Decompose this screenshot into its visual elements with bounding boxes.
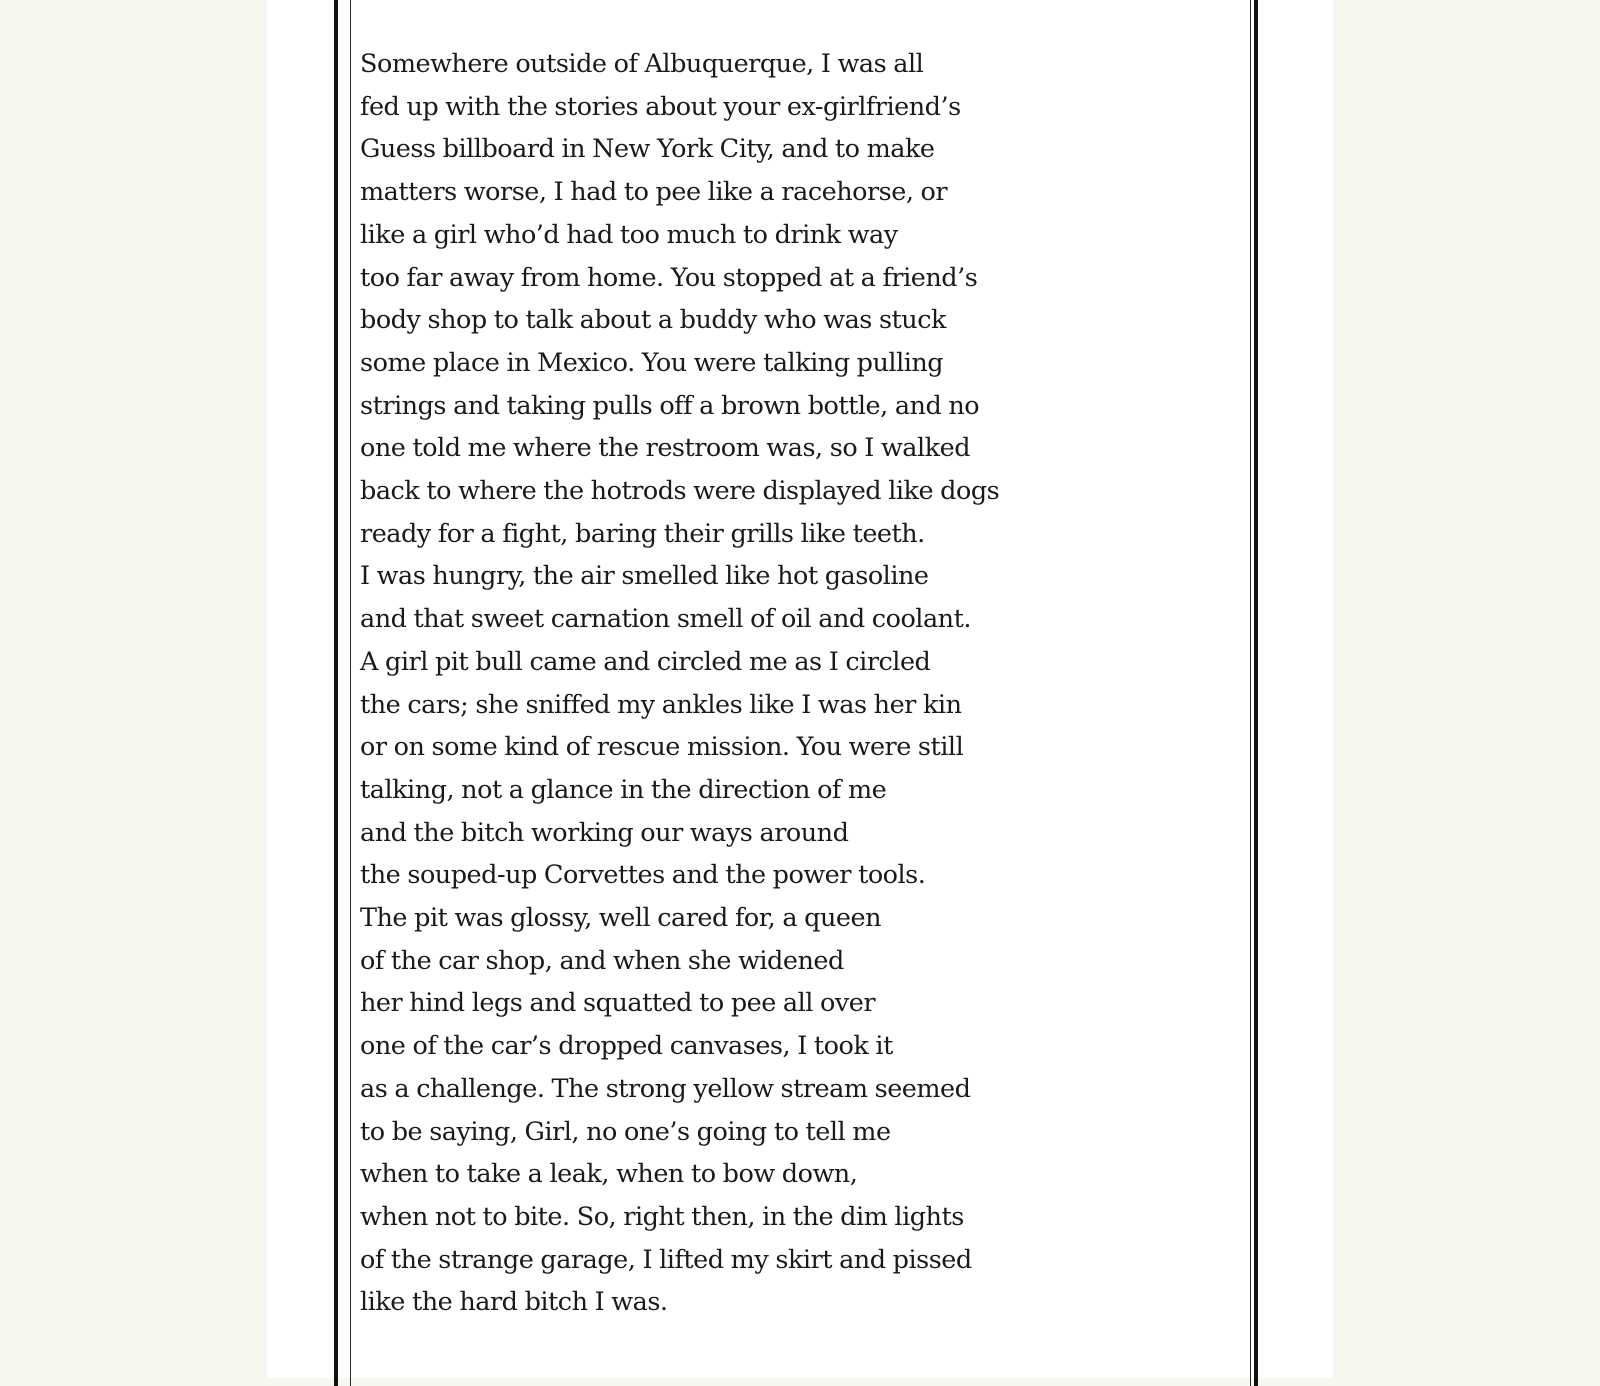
poem-line: and that sweet carnation smell of oil and coolant. — [360, 604, 971, 635]
poem-line: her hind legs and squatted to pee all over — [360, 988, 876, 1019]
poem-line: talking, not a glance in the direction of me — [360, 774, 887, 805]
poem-line: of the car shop, and when she widened — [360, 945, 844, 976]
poem-line: when not to bite. So, right then, in the dim lights — [360, 1201, 964, 1232]
poem-line: Somewhere outside of Albuquerque, I was all — [360, 49, 924, 79]
poem-line: The pit was glossy, well cared for, a queen — [360, 903, 881, 934]
poem-line: like a girl who’d had too much to drink way — [360, 219, 898, 250]
poem-line: one of the car’s dropped canvases, I took it — [360, 1031, 893, 1062]
poem-line: back to where the hotrods were displayed like dogs — [360, 476, 1000, 507]
poem-line: matters worse, I had to pee like a racehorse, or — [360, 177, 948, 208]
poem-line: strings and taking pulls off a brown bottle, and no — [360, 390, 980, 421]
poem-line: I was hungry, the air smelled like hot gasoline — [360, 561, 929, 592]
poem-line: some place in Mexico. You were talking pulling — [360, 347, 944, 378]
poem-line: and the bitch working our ways around — [360, 817, 849, 848]
poem-line: like the hard bitch I was. — [360, 1287, 668, 1318]
poem-line: ready for a fight, baring their grills like teeth. — [360, 518, 925, 549]
poem-line: to be saying, Girl, no one’s going to tell me — [360, 1116, 891, 1147]
poem-line: when to take a leak, when to bow down, — [360, 1159, 858, 1190]
poem-line: of the strange garage, I lifted my skirt and pissed — [360, 1244, 972, 1275]
poem-line: Guess billboard in New York City, and to make — [360, 134, 935, 165]
poem-line: too far away from home. You stopped at a friend’s — [360, 262, 978, 293]
poem-body — [360, 43, 1000, 1324]
poem-line: A girl pit bull came and circled me as I circled — [360, 646, 931, 677]
poem-line: fed up with the stories about your ex-girlfriend’s — [360, 91, 961, 122]
poem-line: or on some kind of rescue mission. You were still — [360, 732, 964, 763]
poem-line: the souped-up Corvettes and the power tools. — [360, 860, 926, 891]
poem-line: as a challenge. The strong yellow stream seemed — [360, 1073, 971, 1104]
poem-line: body shop to talk about a buddy who was stuck — [360, 305, 946, 336]
poem-line: the cars; she sniffed my ankles like I was her kin — [360, 689, 962, 720]
poem-line: one told me where the restroom was, so I walked — [360, 433, 971, 464]
